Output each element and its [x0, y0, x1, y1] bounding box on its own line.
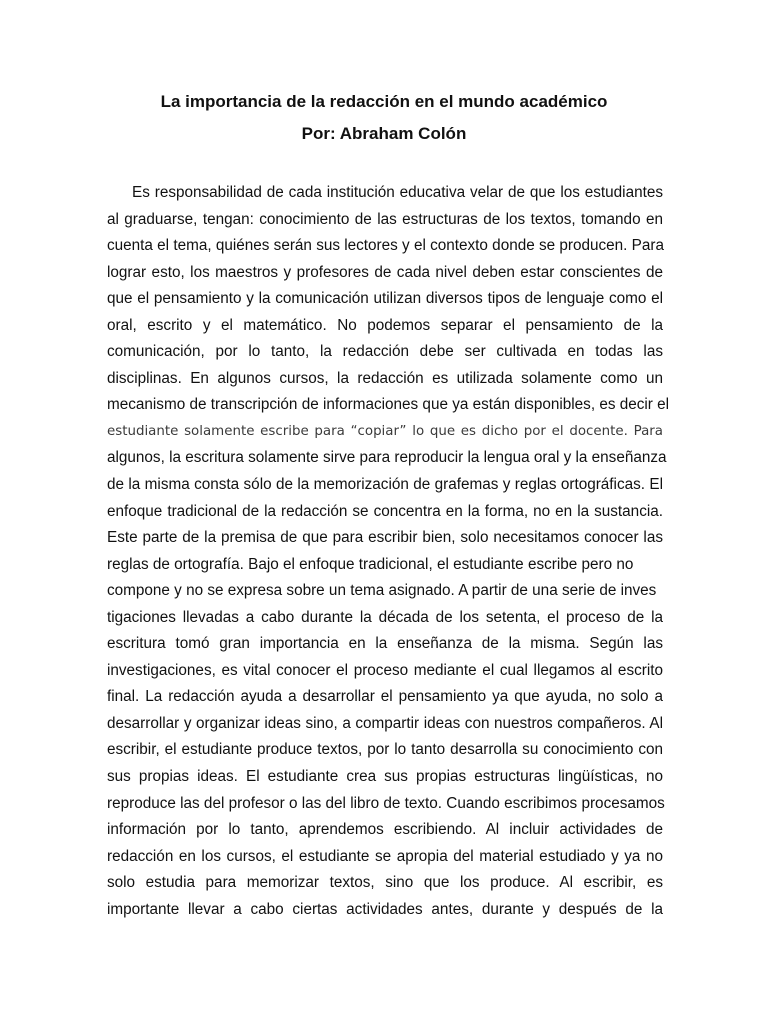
- text-line: estudiante solamente escribe para “copiar” lo que es dicho por el docente. Para: [107, 423, 663, 439]
- text-line: oral, escrito y el matemático. No podemos separar el pensamiento de la: [107, 316, 663, 334]
- text-line: escribir, el estudiante produce textos, por lo tanto desarrolla su conocimiento con: [107, 741, 663, 759]
- text-line: reglas de ortografía. Bajo el enfoque tradicional, el estudiante escribe pero no: [107, 555, 634, 573]
- text-line: final. La redacción ayuda a desarrollar el pensamiento ya que ayuda, no solo a: [107, 688, 663, 706]
- author-line: Por: Abraham Colón: [301, 124, 467, 143]
- text-line: solo estudia para memorizar textos, sino que los produce. Al escribir, es: [107, 874, 663, 892]
- text-line: cuenta el tema, quiénes serán sus lectores y el contexto donde se producen. Para: [107, 237, 664, 255]
- text-line: investigaciones, es vital conocer el proceso mediante el cual llegamos al escrito: [107, 661, 663, 679]
- text-line: escritura tomó gran importancia en la enseñanza de la misma. Según las: [107, 635, 663, 653]
- text-line: desarrollar y organizar ideas sino, a compartir ideas con nuestros compañeros. Al: [107, 714, 663, 732]
- text-line: tigaciones llevadas a cabo durante la década de los setenta, el proceso de la: [107, 608, 663, 626]
- text-line: importante llevar a cabo ciertas actividades antes, durante y después de la: [107, 900, 663, 918]
- body-paragraph: [107, 180, 670, 923]
- text-line: mecanismo de transcripción de informaciones que ya están disponibles, es decir el: [107, 396, 670, 414]
- text-line: al graduarse, tengan: conocimiento de las estructuras de los textos, tomando en: [107, 210, 663, 228]
- text-line: Este parte de la premisa de que para escribir bien, solo necesitamos conocer las: [107, 529, 663, 547]
- text-line: lograr esto, los maestros y profesores de cada nivel deben estar conscientes de: [107, 263, 663, 281]
- text-line: que el pensamiento y la comunicación utilizan diversos tipos de lenguaje como el: [107, 290, 663, 308]
- text-line: disciplinas. En algunos cursos, la redacción es utilizada solamente como un: [107, 369, 663, 387]
- text-line: reproduce las del profesor o las del libro de texto. Cuando escribimos procesamos: [107, 794, 665, 812]
- document-title: La importancia de la redacción en el mundo académico: [160, 92, 608, 111]
- text-line: información por lo tanto, aprendemos escribiendo. Al incluir actividades de: [107, 821, 663, 839]
- text-line: sus propias ideas. El estudiante crea sus propias estructuras lingüísticas, no: [107, 768, 663, 786]
- text-line: algunos, la escritura solamente sirve para reproducir la lengua oral y la enseñanza: [107, 449, 667, 467]
- text-line: Es responsabilidad de cada institución educativa velar de que los estudiantes: [132, 184, 663, 201]
- text-line: compone y no se expresa sobre un tema asignado. A partir de una serie de inves: [107, 582, 657, 600]
- text-line: enfoque tradicional de la redacción se concentra en la forma, no en la sustancia.: [107, 502, 663, 520]
- text-line: de la misma consta sólo de la memorización de grafemas y reglas ortográficas. El: [107, 476, 663, 494]
- text-line: comunicación, por lo tanto, la redacción debe ser cultivada en todas las: [107, 343, 663, 361]
- text-line: redacción en los cursos, el estudiante se apropia del material estudiado y ya no: [107, 847, 663, 865]
